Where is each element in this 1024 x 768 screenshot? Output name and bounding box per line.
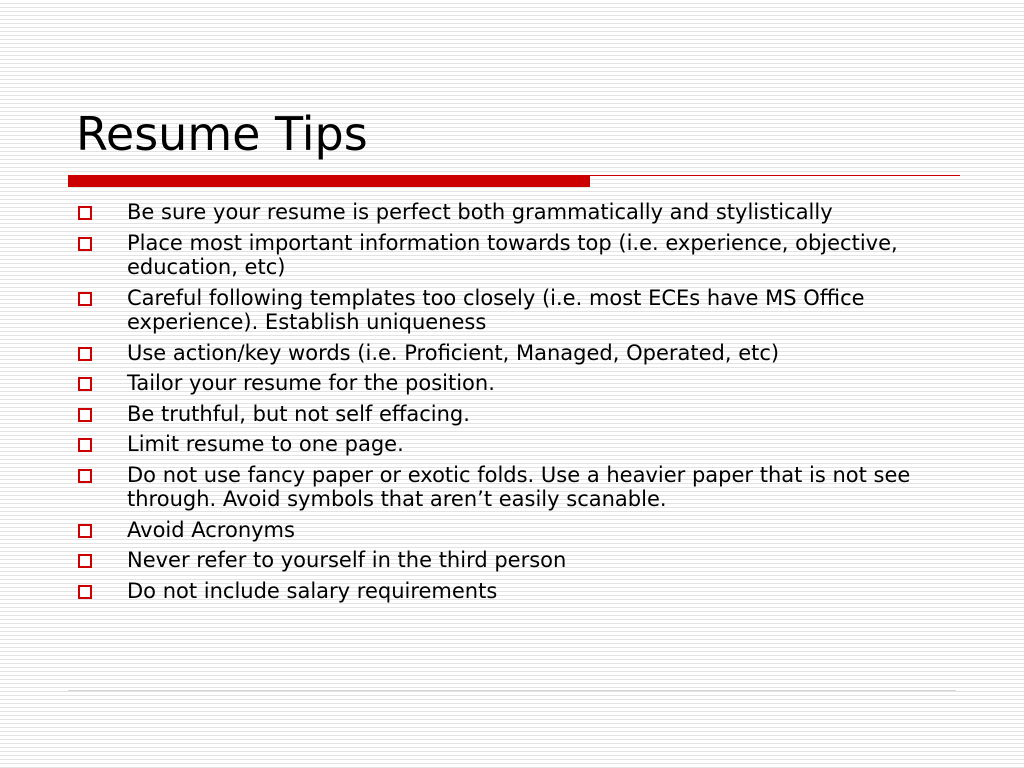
hollow-square-icon xyxy=(78,292,92,306)
hollow-square-icon xyxy=(78,585,92,599)
hollow-square-icon xyxy=(78,206,92,220)
bullet-text: Be sure your resume is perfect both grammatically and stylistically xyxy=(127,200,833,224)
bullet-text: Place most important information towards top (i.e. experience, objective, education, etc) xyxy=(127,230,898,279)
hollow-square-icon xyxy=(78,347,92,361)
footer-divider xyxy=(68,690,956,691)
bullet-item xyxy=(76,200,956,225)
title-underline-thin xyxy=(590,175,960,176)
bullet-text: Be truthful, but not self effacing. xyxy=(127,401,470,426)
bullet-text: Never refer to yourself in the third person xyxy=(127,548,567,572)
hollow-square-icon xyxy=(78,438,92,452)
bullet-text: Tailor your resume for the position. xyxy=(127,371,495,395)
bullet-item xyxy=(76,231,956,280)
slide-title: Resume Tips xyxy=(76,107,368,161)
bullet-text: Limit resume to one page. xyxy=(127,432,404,456)
hollow-square-icon xyxy=(78,377,92,391)
bullet-item xyxy=(76,371,956,396)
hollow-square-icon xyxy=(78,524,92,538)
bullet-item xyxy=(76,432,956,457)
bullet-item xyxy=(76,463,956,512)
bullet-item xyxy=(76,286,956,335)
hollow-square-icon xyxy=(78,408,92,422)
hollow-square-icon xyxy=(78,237,92,251)
bullet-item xyxy=(76,341,956,366)
bullet-item xyxy=(76,402,956,427)
bullet-text: Do not use fancy paper or exotic folds. Use a heavier paper that is not see through. Avoid symbols that aren’t easily scanable. xyxy=(127,462,911,511)
bullet-item xyxy=(76,518,956,543)
hollow-square-icon xyxy=(78,469,92,483)
bullet-item xyxy=(76,579,956,604)
bullet-text: Avoid Acronyms xyxy=(127,517,295,542)
title-underline-thick xyxy=(68,175,590,187)
bullet-text: Use action/key words (i.e. Proficient, Managed, Operated, etc) xyxy=(127,340,780,365)
bullet-item xyxy=(76,548,956,573)
bullet-text: Careful following templates too closely (i.e. most ECEs have MS Office experience). Establish uniqueness xyxy=(127,285,865,334)
bullet-text: Do not include salary requirements xyxy=(127,578,498,603)
hollow-square-icon xyxy=(78,554,92,568)
bullet-list xyxy=(76,200,956,609)
